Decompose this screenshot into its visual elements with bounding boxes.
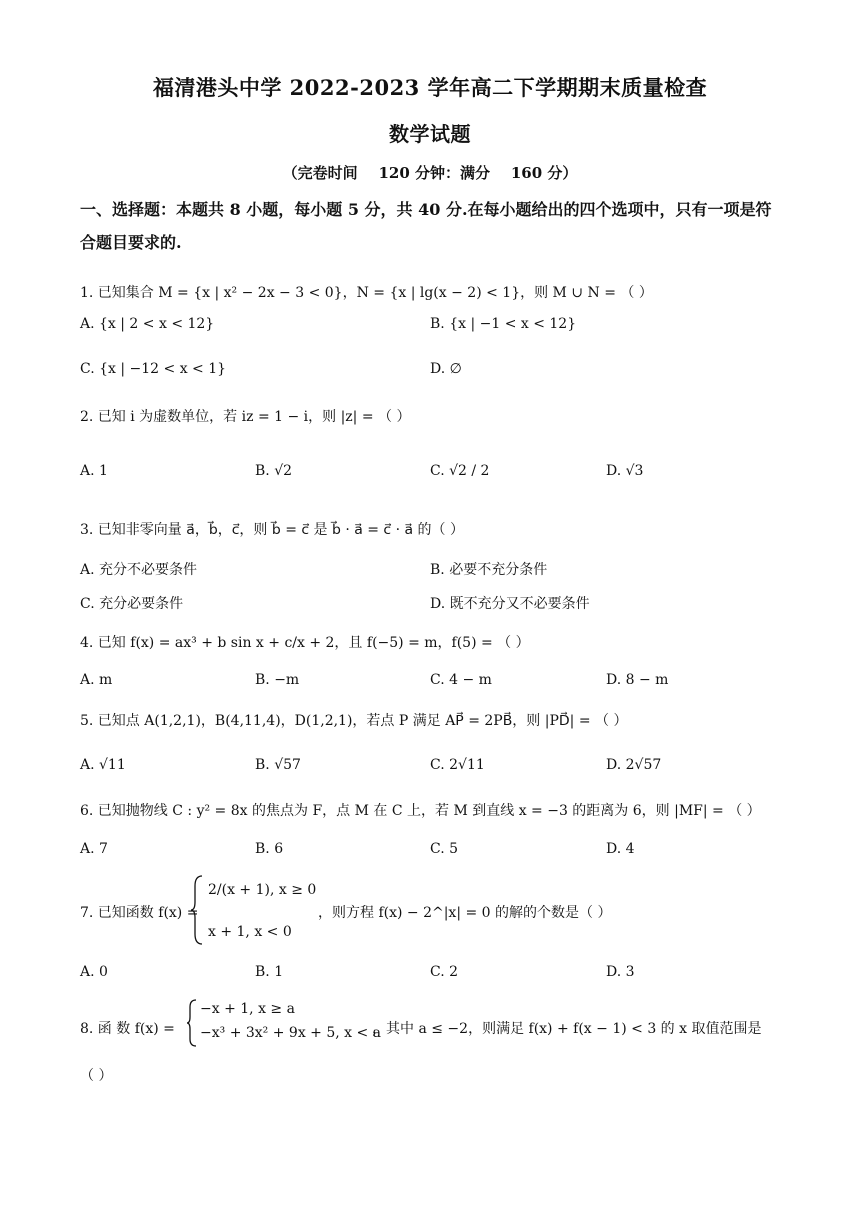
question-6-stem: 6. 已知抛物线 C : y² = 8x 的焦点为 F，点 M 在 C 上，若 M 到直线 x = −3 的距离为 6，则 |MF| = （ ） <box>80 803 761 819</box>
question-8-stem-prefix: 8. 函 数 f(x) = <box>80 1021 175 1037</box>
q7-option-a: A. 0 <box>80 964 108 980</box>
exam-subtitle: 数学试题 <box>389 122 471 146</box>
q6-option-b: B. 6 <box>255 841 284 857</box>
q2-option-b: B. √2 <box>255 463 293 479</box>
q7-brace-icon <box>190 874 204 946</box>
q5-option-d: D. 2√57 <box>606 757 662 773</box>
q4-option-c: C. 4 − m <box>430 672 492 688</box>
q1-option-b: B. {x | −1 < x < 12} <box>430 316 577 332</box>
q3-option-c: C. 充分必要条件 <box>80 596 184 612</box>
question-2-stem: 2. 已知 i 为虚数单位，若 iz = 1 − i，则 |z| = （ ） <box>80 409 411 425</box>
q5-option-a: A. √11 <box>80 757 126 773</box>
q2-option-a: A. 1 <box>80 463 108 479</box>
q7-option-b: B. 1 <box>255 964 284 980</box>
exam-info: （完卷时间 120 分钟：满分 160 分） <box>282 164 578 182</box>
q3-option-b: B. 必要不充分条件 <box>430 562 548 578</box>
q7-option-c: C. 2 <box>430 964 459 980</box>
question-3-stem: 3. 已知非零向量 a⃗，b⃗，c⃗，则 b⃗ = c⃗ 是 b⃗ · a⃗ = c⃗ · a⃗ 的（ ） <box>80 522 464 538</box>
question-7-stem-prefix: 7. 已知函数 f(x) = <box>80 905 199 921</box>
question-5-stem: 5. 已知点 A(1,2,1)，B(4,11,4)，D(1,2,1)，若点 P 满足 AP⃗ = 2PB⃗，则 |PD⃗| = （ ） <box>80 713 628 729</box>
q1-option-d: D. ∅ <box>430 361 462 377</box>
question-8-stem-tail: （ ） <box>80 1068 113 1084</box>
q7-case-1: 2/(x + 1), x ≥ 0 <box>208 882 317 898</box>
q5-option-c: C. 2√11 <box>430 757 485 773</box>
q2-option-c: C. √2 / 2 <box>430 463 490 479</box>
q7-option-d: D. 3 <box>606 964 635 980</box>
q6-option-d: D. 4 <box>606 841 635 857</box>
q7-case-2: x + 1, x < 0 <box>208 924 292 940</box>
q4-option-d: D. 8 − m <box>606 672 669 688</box>
q8-case-2: −x³ + 3x² + 9x + 5, x < a <box>200 1025 382 1041</box>
q1-option-c: C. {x | −12 < x < 1} <box>80 361 227 377</box>
q4-option-b: B. −m <box>255 672 300 688</box>
q6-option-c: C. 5 <box>430 841 459 857</box>
question-4-stem: 4. 已知 f(x) = ax³ + b sin x + c/x + 2，且 f(−5) = m，f(5) = （ ） <box>80 635 530 651</box>
q3-option-d: D. 既不充分又不必要条件 <box>430 596 590 612</box>
q8-brace-icon <box>186 998 198 1048</box>
q2-option-d: D. √3 <box>606 463 644 479</box>
question-8-stem-suffix: ，其中 a ≤ −2，则满足 f(x) + f(x − 1) < 3 的 x 取值范围是 <box>372 1021 762 1037</box>
q5-option-b: B. √57 <box>255 757 301 773</box>
section-heading: 一、选择题：本题共 8 小题，每小题 5 分，共 40 分.在每小题给出的四个选项中，只有一项是符合题目要求的. <box>80 200 772 252</box>
question-7-stem-suffix: ，则方程 f(x) − 2^|x| = 0 的解的个数是（ ） <box>318 905 612 921</box>
q3-option-a: A. 充分不必要条件 <box>80 562 198 578</box>
q8-case-1: −x + 1, x ≥ a <box>200 1001 295 1017</box>
q6-option-a: A. 7 <box>80 841 108 857</box>
q4-option-a: A. m <box>80 672 113 688</box>
exam-title: 福清港头中学 2022-2023 学年高二下学期期末质量检查 <box>152 75 708 100</box>
q1-option-a: A. {x | 2 < x < 12} <box>80 316 215 332</box>
question-1-stem: 1. 已知集合 M = {x | x² − 2x − 3 < 0}，N = {x | lg(x − 2) < 1}，则 M ∪ N = （ ） <box>80 285 653 301</box>
